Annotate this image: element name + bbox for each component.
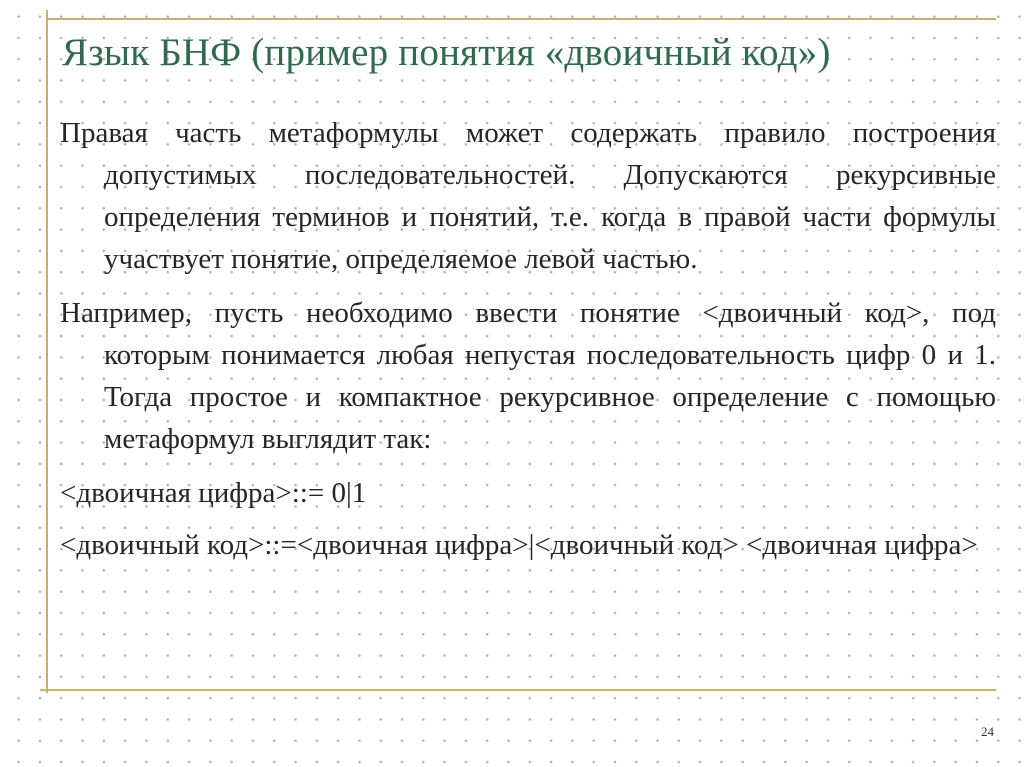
bottom-horizontal-rule <box>40 689 996 691</box>
formula-binary-code: <двоичный код>::=<двоичная цифра>|<двоичный код> <двоичная цифра> <box>60 529 978 561</box>
paragraph-recursive-definitions: Правая часть метаформулы может содержать правило построения допустимых последовательностей. Допускаются рекурсивные определения терминов и понятий, т.е. когда в правой части формулы участвует понятие, определяемое левой частью. <box>60 117 996 275</box>
slide-body <box>60 112 996 576</box>
slide-title: Язык БНФ (пример понятия «двоичный код») <box>62 31 831 74</box>
page-number: 24 <box>981 724 994 739</box>
left-vertical-rule <box>46 10 48 693</box>
paragraph-example: Например, пусть необходимо ввести понятие <двоичный код>, под которым понимается любая непустая последовательность цифр 0 и 1. Тогда простое и компактное рекурсивное определение с помощью метаформул выглядит так: <box>60 297 996 455</box>
formula-binary-digit: <двоичная цифра>::= 0|1 <box>60 477 367 509</box>
top-horizontal-rule <box>46 18 996 20</box>
